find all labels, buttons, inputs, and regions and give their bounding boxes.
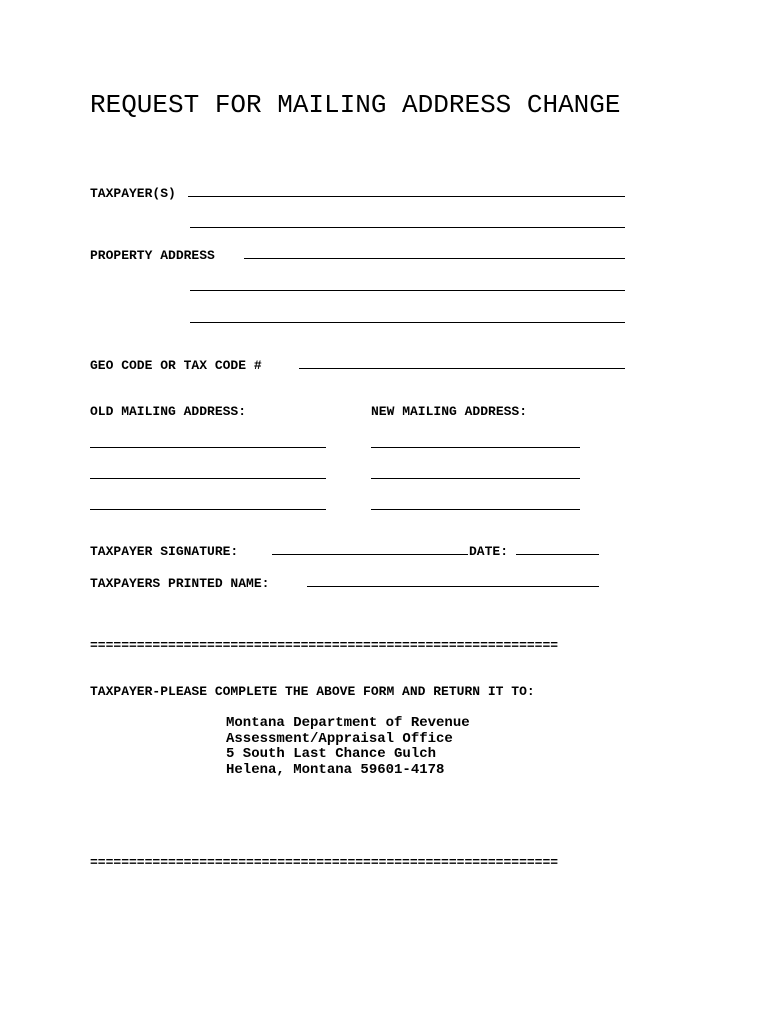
return-address-line-2: Assessment/Appraisal Office (226, 730, 453, 747)
printed-name-label: TAXPAYERS PRINTED NAME: (90, 576, 270, 591)
geo-code-label: GEO CODE OR TAX CODE # (90, 358, 262, 373)
property-address-label: PROPERTY ADDRESS (90, 248, 215, 263)
return-address-line-3: 5 South Last Chance Gulch (226, 746, 437, 762)
old-mailing-address-line-2[interactable] (90, 478, 326, 479)
geo-code-line[interactable] (299, 368, 625, 369)
date-line[interactable] (516, 554, 599, 555)
date-label: DATE: (469, 544, 509, 559)
property-address-line-1[interactable] (244, 258, 625, 259)
taxpayers-label: TAXPAYER(S) (90, 186, 176, 201)
new-mailing-address-line-1[interactable] (371, 447, 580, 448)
old-mailing-address-line-3[interactable] (90, 509, 326, 510)
return-address-line-4: Helena, Montana 59601-4178 (226, 761, 445, 778)
return-address-line-1: Montana Department of Revenue (226, 715, 470, 731)
printed-name-line[interactable] (307, 586, 599, 587)
signature-line[interactable] (272, 554, 468, 555)
property-address-line-2[interactable] (190, 290, 625, 291)
new-mailing-address-label: NEW MAILING ADDRESS: (371, 404, 528, 419)
old-mailing-address-label: OLD MAILING ADDRESS: (90, 404, 247, 419)
taxpayers-line-2[interactable] (190, 227, 625, 228)
taxpayers-line-1[interactable] (188, 196, 625, 197)
new-mailing-address-line-2[interactable] (371, 478, 580, 479)
separator-bottom: ============================================================ (90, 855, 559, 870)
old-mailing-address-line-1[interactable] (90, 447, 326, 448)
property-address-line-3[interactable] (190, 322, 625, 323)
return-instruction: TAXPAYER-PLEASE COMPLETE THE ABOVE FORM AND RETURN IT TO: (90, 684, 535, 699)
new-mailing-address-line-3[interactable] (371, 509, 580, 510)
form-title: REQUEST FOR MAILING ADDRESS CHANGE (90, 90, 621, 120)
signature-label: TAXPAYER SIGNATURE: (90, 544, 239, 559)
separator-top: ============================================================ (90, 638, 559, 653)
